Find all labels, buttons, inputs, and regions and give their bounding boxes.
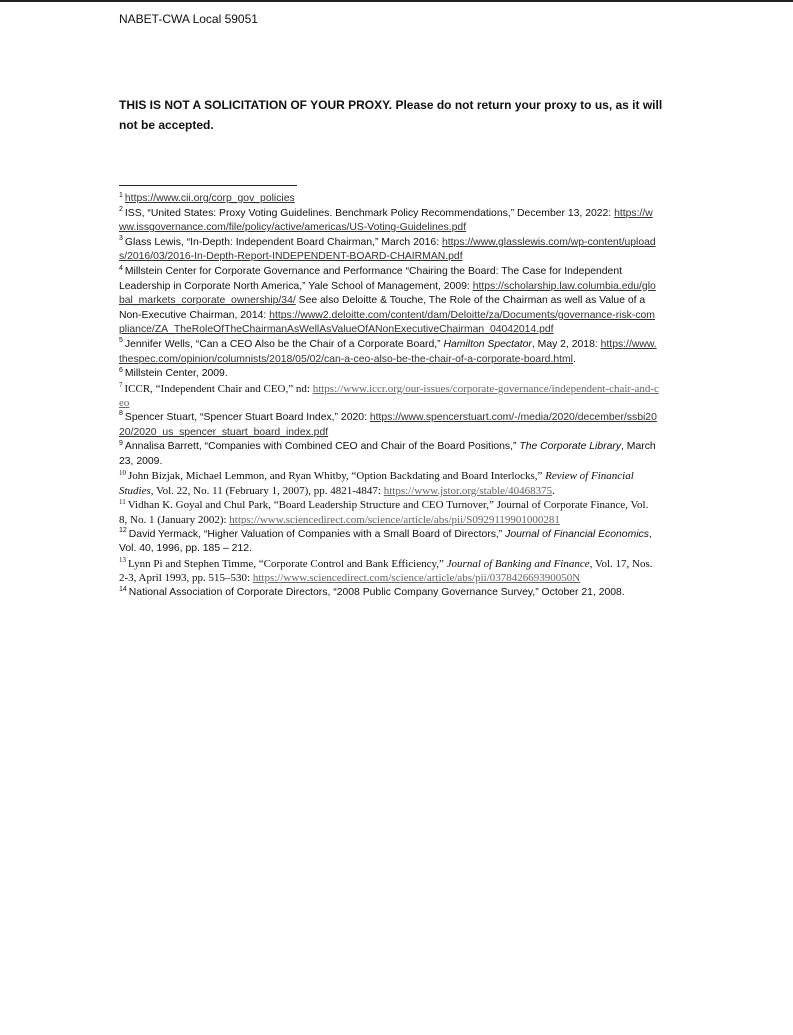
footnote-text-continued: , Vol. 40, 1996, pp. 185 – 212. [119,528,652,555]
footnote-text: Vidhan K. Goyal and Chul Park, “Board Leadership Structure and CEO Turnover,” Journal of Corporate Finance, Vol. 8, No. 1 (January 2002): [119,499,649,527]
footnote-number: 8 [119,410,123,418]
footnote-link[interactable]: https://www.issgovernance.com/file/policy/active/americas/US-Voting-Guidelines.pdf [119,207,653,234]
footnote-link[interactable]: https://www.cii.org/corp_gov_policies [124,193,295,204]
footnote-13 [119,557,659,586]
footnote-number: 6 [119,366,123,374]
footnote-tail: . [552,484,555,497]
footnote-link[interactable]: https://www.sciencedirect.com/science/article/abs/pii/037842669390050N [252,572,581,585]
footnote-2 [119,207,659,236]
footnote-text: Spencer Stuart, “Spencer Stuart Board Index,” 2020: [124,411,367,423]
footnote-1 [119,192,659,207]
footnote-separator [119,185,297,186]
footnote-tail: . [572,353,576,365]
footnote-publication: Journal of Financial Economics [505,528,649,540]
footnote-text: John Bizjak, Michael Lemmon, and Ryan Whitby, “Option Backdating and Board Interlocks,” [128,470,543,483]
footnote-text: Lynn Pi and Stephen Timme, “Corporate Control and Bank Efficiency,” [128,557,444,570]
footnote-text: Jennifer Wells, “Can a CEO Also be the Chair of a Corporate Board,” [124,338,441,350]
footnote-6 [119,367,659,382]
footnote-5 [119,338,659,367]
footnote-9 [119,440,659,469]
footnote-text: National Association of Corporate Directors, “2008 Public Company Governance Survey,” October 21, 2008. [128,587,625,599]
footnote-8 [119,411,659,440]
footnote-text-continued: , May 2, 2018: [531,338,598,350]
footnote-number: 1 [119,191,123,199]
footnote-number: 3 [119,235,123,243]
footnote-link[interactable]: https://www.thespec.com/opinion/columnists/2018/05/02/can-a-ceo-also-be-the-chair-of-a-corporate-board.html [119,338,657,365]
footnote-publication: Hamilton Spectator [443,338,532,350]
footnotes [119,192,659,601]
footnote-text: Annalisa Barrett, “Companies with Combined CEO and Chair of the Board Positions,” [124,441,517,453]
footnote-10 [119,469,659,498]
footnote-text-continued: , Vol. 22, No. 11 (February 1, 2007), pp. 4821-4847: [150,484,381,497]
footnote-text: Millstein Center, 2009. [124,368,228,380]
footnote-number: 4 [119,264,123,272]
footnote-7 [119,382,659,411]
footnote-publication: Journal of Banking and Finance [446,557,590,570]
footnote-number: 10 [119,468,126,477]
footnote-4 [119,265,659,338]
footnote-text-continued: See also Deloitte & Touche, The Role of the Chairman as well as Value of a Non-Executive Chairman, 2014: [119,295,646,321]
footnote-text: Millstein Center for Corporate Governance and Performance “Chairing the Board: The Case for Independent Leadership in Corporate North America,” Yale School of Management, 2009: [119,265,623,292]
footnote-14 [119,586,659,601]
footnote-number: 7 [119,381,123,390]
footnote-11 [119,498,659,527]
footnote-text-continued: , Vol. 17, Nos. 2-3, April 1993, pp. 515–530: [119,557,653,585]
top-border [0,0,793,2]
footnote-link[interactable]: https://www.jstor.org/stable/40468375 [383,484,553,497]
footnote-text: Glass Lewis, “In-Depth: Independent Board Chairman,” March 2016: [124,236,440,248]
footnote-link[interactable]: https://scholarship.law.columbia.edu/global_markets_corporate_ownership/34/ [119,280,656,307]
footnote-link-secondary[interactable]: https://www2.deloitte.com/content/dam/Deloitte/za/Documents/governance-risk-compliance/ZA_TheRoleOfTheChairmanAsWellAsValueOfANonExecutiveChairman_04042014.pdf [119,309,655,336]
footnote-number: 2 [119,206,123,214]
footnote-publication: The Corporate Library [519,441,622,453]
footnote-12 [119,528,659,557]
footnote-number: 9 [119,439,123,447]
footnote-number: 12 [119,527,127,535]
footnote-text: David Yermack, “Higher Valuation of Companies with a Small Board of Directors,” [128,528,503,540]
footnote-link[interactable]: https://www.sciencedirect.com/science/article/abs/pii/S0929119901000281 [229,514,560,527]
footnote-number: 11 [119,497,126,506]
footnote-link[interactable]: https://www.glasslewis.com/wp-content/uploads/2016/03/2016-In-Depth-Report-INDEPENDENT-BOARD-CHAIRMAN.pdf [119,236,656,263]
footnote-link[interactable]: https://www.spencerstuart.com/-/media/2020/december/ssbi2020/2020_us_spencer_stuart_board_index.pdf [119,411,657,438]
page-header: NABET-CWA Local 59051 [119,12,258,26]
footnote-text: ICCR, “Independent Chair and CEO,” nd: [124,382,310,395]
footnote-number: 14 [119,585,127,593]
footnote-text: ISS, “United States: Proxy Voting Guidelines. Benchmark Policy Recommendations,” December 13, 2022: [124,207,612,219]
footnote-number: 13 [119,556,126,565]
footnote-publication: Review of Financial Studies [119,470,634,497]
footnote-text-continued: , March 23, 2009. [119,441,656,467]
footnote-number: 5 [119,337,123,345]
footnote-3 [119,236,659,265]
footnote-link[interactable]: https://www.iccr.org/our-issues/corporate-governance/independent-chair-and-ceo [119,382,659,410]
proxy-notice: THIS IS NOT A SOLICITATION OF YOUR PROXY. Please do not return your proxy to us, as it will not be accepted. [119,98,663,132]
